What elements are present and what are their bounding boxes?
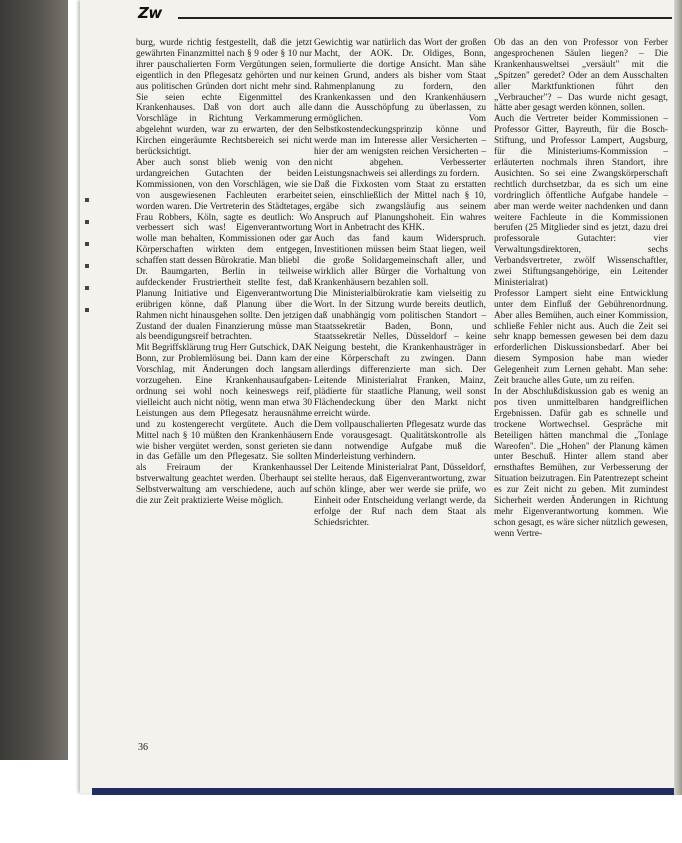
page-edge-blue xyxy=(92,788,674,795)
paragraph: Aber auch sonst blieb wenig von den urdangreichen Gutachten der beiden Kommissionen, von den Vorschlägen, wie sie von ausgewiesenen Fachleuten erarbeitet worden waren. Die Vertreterin des Städtetages, Frau Robbers, Köln, sagte es deutlich: Wo verbessert sich was! Eigenverantwortung wolle man behalten, Kommissionen oder gar Körperschaften wirkten dem entgegen, schaffen statt dessen Bürokratie. Man bliebl xyxy=(136,157,312,267)
paragraph: Auch das fand kaum Widerspruch. Investitionen müssen beim Staat liegen, weil die große Solidargemeinschaft aller, und wirklich aller Bürger die Vorhaltung von Krankenhäusern bezahlen soll. xyxy=(314,234,486,288)
header-rule xyxy=(178,17,672,19)
paragraph: Dem vollpauschalierten Pflegesatz wurde das Ende vorausgesagt. Qualitätskontrolle als dann notwendige Aufgabe muß die Minderleistung verhindern. xyxy=(314,419,486,463)
magazine-logo: Zw xyxy=(138,4,162,22)
paragraph: Auch die Vertreter beider Kommissionen – Professor Gitter, Bayreuth, für die Bosch-Stiftung, und Professor Lampert, Augsburg, für die Ministeriums-Kommission – erläuterten nochmals ihren Standort, ihre Ausichten. So sei eine Zwangskörperschaft rechtlich durchsetzbar, da es sich um eine vordringlich öffentliche Aufgabe handele – aber man werde weiter nachdenken und dann weitere Fachleute in die Kommissionen berufen (25 Mitglieder sind es jetzt, dazu drei professorale Gutachter: vier Verwaltungsdirektoren, sechs Verbandsvertreter, zwölf Wissenschaftler, zwei Stiftungsangehörige, ein Leitender Ministerialrat) xyxy=(494,114,668,288)
paragraph: Ob das an den von Professor von Ferber angesprochenen Säulen liegen? – Die Krankenhausweltsei „versäult" mit die „Spitzen" geredet? Oder an dem Ausschalten aller Marktfunktionen führt den „Verbraucher"? – Das wurde nicht gesagt, hätte aber gesagt werden können, sollen. xyxy=(494,38,668,114)
paragraph: Gewichtig war natürlich das Wort der großen Macht, der AOK. Dr. Oldiges, Bonn, formulierte die dortige Ansicht. Man sähe keinen Grund, anders als bisher vom Staat Rahmenplanung zu fordern, den Krankenkassen und den Krankenhäusern dann die Ausschöpfung zu überlassen, zu ermöglichen. Vom Selbstkostendeckungsprinzip könne und werde man im Interesse aller Versicherten – hier der am wenigsten reichen Versicherten – nicht abgehen. Verbesserter Leistungsnachweis sei allerdings zu fordern. xyxy=(314,38,486,179)
paragraph: In der Abschlußdiskussion gab es wenig an pos tiven unmittelbaren handgreiflichen Ergebnissen. Dafür gab es schnelle und trockene Wortwechsel. Gespräche mit Beteiligen hätten manchmal die „Tonlage Wareofen". Die „Hohen" der Planung kämen unter Beschuß. Hinter allem stand aber ernsthaftes Bemühen, zur Verbesserung der Situation beizutragen. Ein Patentrezept scheint es zur Zeit nicht zu geben. Mit zumindest Sicherheit werden Änderungen in Richtung mehr Eigenverantwortung kommen. Wie schon gesagt, es wäre sicher nützlich gewesen, wenn Vertre- xyxy=(494,387,668,539)
paragraph: burg, wurde richtig festgestellt, daß die jetzt gewährten Finanzmittel nach § 9 oder § 10 nur ihrer pauschalierten Form Vergütungen seien, eigentlich in den Pflegesatz gehörten und nur aus politischen Gründen dort nicht mehr sind. Sie seien echte Eigenmittel des Krankenhauses. Daß von dort auch alle Vorschläge in Richtung Verkammerung abgelehnt wurden, war zu erwarten, der den Kirchen eingeräumte Rechtsbereich sei nicht berücksichtigt. xyxy=(136,38,312,158)
paragraph: Professor Lampert sieht eine Entwicklung unter dem Einfluß der Gebührenordnung. Aber alles Bemühen, auch einer Kommission, schließe Fehler nicht aus. Auch die Zeit sei sehr knapp bemessen gewesen bei dem dazu erforderlichen Diskussionsbedarf. Aber bei diesem Symposion habe man wieder Gelegenheit zum Lernen gehabt. Man sehe: Zeit brauche alles Gute, um zu reifen. xyxy=(494,288,668,387)
text-column-1 xyxy=(136,38,312,507)
paragraph: Die Ministerialbürokratie kam vielseitig zu Wort. In der Sitzung wurde bereits deutlich, daß unabhängig vom politischen Standort – Staatssekretär Baden, Bonn, und Staatssekretär Nelles, Düsseldorf – keine Neigung besteht, die Krankenhausträger in eine Körperschaft zu zwingen. Dann allerdings differenzierte man sich. Der Leitende Ministerialrat Franken, Mainz, plädierte für staatliche Planung, weil sonst Flächendeckung über den Markt nicht erreicht würde. xyxy=(314,288,486,419)
text-column-3 xyxy=(494,38,668,540)
paragraph: Mit Begriffsklärung trug Herr Gutschick, DAK Bonn, zur Problemlösung bei. Dann kam der Vorschlag, mit Änderungen doch langsam vorzugehen. Eine Krankenhausaufgaben-ordnung sei wohl noch keineswegs reif, vielleicht auch nicht nötig, wenn man etwa 30 Leistungen aus dem Pflegesatz herausnähme und zu kostengerecht vergütete. Auch die Mittel nach § 10 müßten den Krankenhäusern wie bisher vergütet werden, sonst gerieten sie in das Gefälle um den Pflegesatz. Sie sollten als Freiraum der Krankenhaussel bstverwaltung geachtet werden. Überhaupt sei Selbstverwaltung am verschiedene, auch auf die zur Zeit praktizierte Weise möglich. xyxy=(136,343,312,507)
text-column-2 xyxy=(314,38,486,529)
paragraph: Dr. Baumgarten, Berlin in teilweise aufdeckender Frustriertheit stellte fest, daß Planung Initiative und Eigenverantwortung erübrigen könne, daß Planung über die Rahmen nicht hinausgehen sollte. Den jetzigen Zustand der dualen Finanzierung müsse man als beendigungsreif betrachten. xyxy=(136,267,312,343)
page-edge-right xyxy=(674,0,682,795)
scan-shadow-left xyxy=(0,0,68,843)
paragraph: Der Leitende Ministerialrat Pant, Düsseldorf, stellte heraus, daß Eigenverantwortung, zwar schön klinge, aber wer werde sie prüfe, wo Einheit oder Entscheidung verlangt werde, da erfolge der Ruf nach dem Staat als Schiedsrichter. xyxy=(314,463,486,528)
paragraph: Daß die Fixkosten vom Staat zu erstatten seien, einschließlich der Mittel nach § 10, ergäbe sich zwangsläufig aus seinem Anspruch auf Planungshoheit. Ein wahres Wort in Anbetracht des KHK. xyxy=(314,179,486,234)
page-number: 36 xyxy=(138,742,148,753)
margin-marks xyxy=(84,180,92,440)
